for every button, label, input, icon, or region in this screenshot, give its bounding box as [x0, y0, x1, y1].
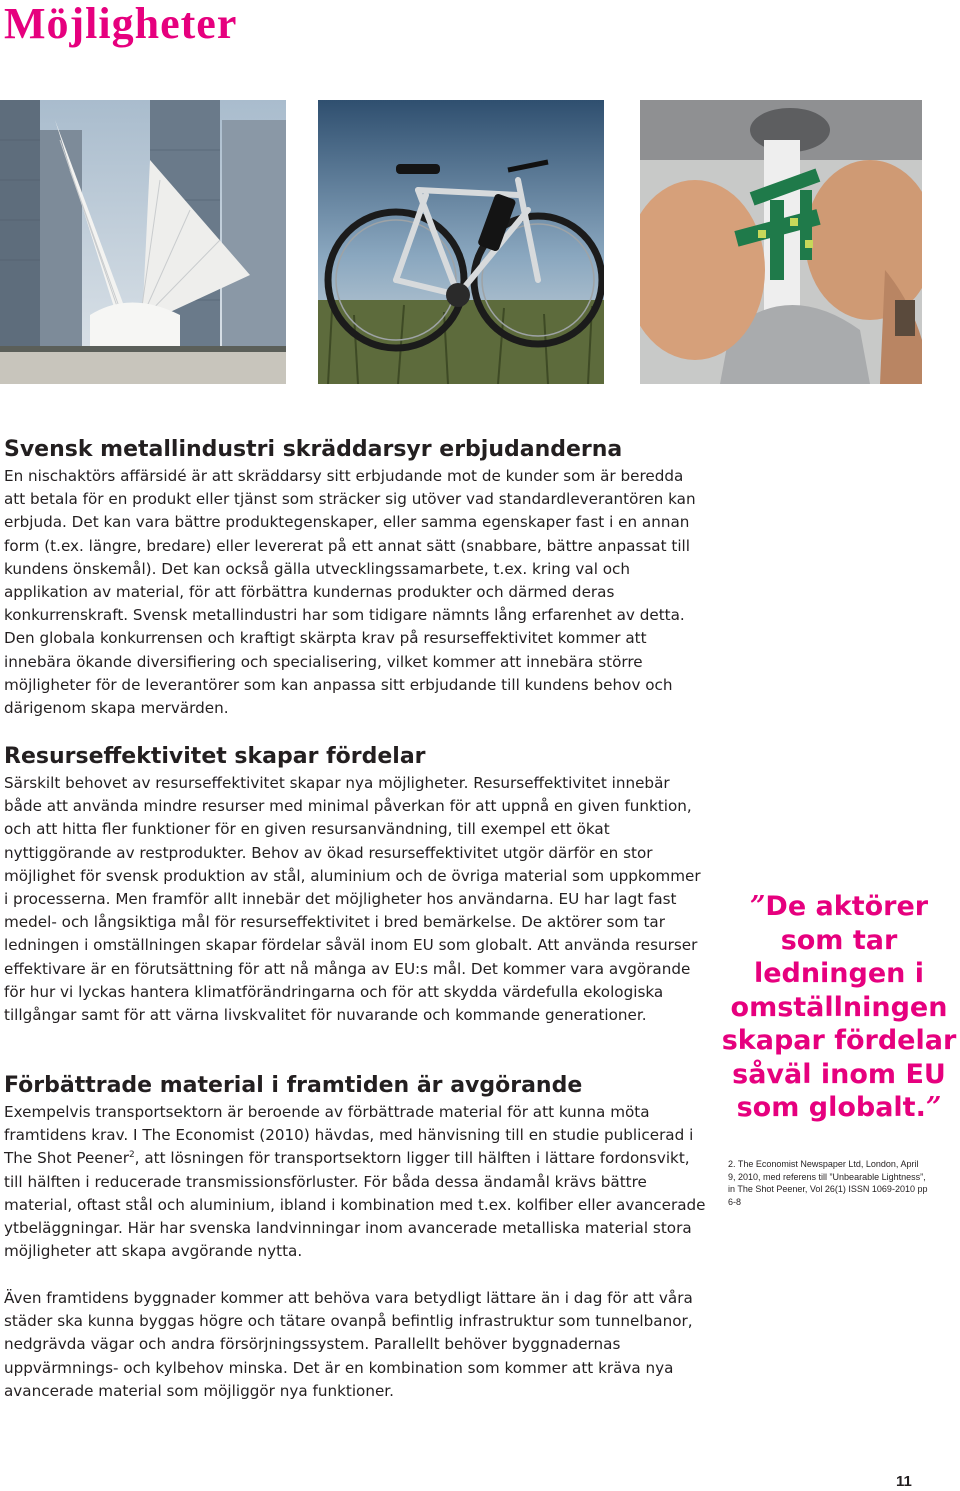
section-heading: Förbättrade material i framtiden är avgörande	[4, 1073, 583, 1098]
building-photo	[0, 100, 286, 384]
body-paragraph: Särskilt behovet av resurseffektivitet skapar nya möjligheter. Resurseffektivitet innebär både att använda mindre resurser med minimal påverkan för att uppnå en given funktion, och att hitta fler funktioner för en given resursanvändning, till exempel ett ökat nyttiggörande av restprodukter. Behov av ökad resurseffektivitet utgör därför en stor möjlighet för svensk produktion av stål, aluminium och de övriga material som uppkommer i processerna. Men framför allt innebär det möjligheter hos användarna. EU har lagt fast medel- och långsiktiga mål för resurseffektivitet i bred bemärkelse. De aktörer som tar ledningen i omställningen skapar fördelar såväl inom EU som globalt. Att använda resurser effektivare är en förutsättning för att nå många av EU:s mål. Det kommer vara avgörande för hur vi lyckas hantera klimatförändringarna och för att skydda värdefulla ekologiska tillgångar samt för att värna livskvalitet för nuvarande och kommande generationer.	[4, 774, 701, 1025]
body-paragraph: En nischaktörs affärsidé är att skräddarsy sitt erbjudande mot de kunder som är beredda att betala för en produkt eller tjänst som sträcker sig utöver vad standardleverantören kan erbjuda. Det kan vara bättre produktegenskaper, eller samma egenskaper fast i en annan form (t.ex. längre, bredare) eller levererat på ett annat sätt (snabbare, bättre anpassat till kundens önskemål). Det kan också gälla utvecklingssamarbete, t.ex. kring val och applikation av material, för att förbättra kundernas produkter och därmed deras konkurrenskraft. Svensk metallindustri har som tidigare nämnts lång erfarenhet av detta. Den globala konkurrensen och kraftigt skärpta krav på resurseffektivitet kommer att innebära ökande diversifiering och specialisering, vilket kommer att innebära större möjligheter för de leverantörer som kan anpassa sitt erbjudande till kundens behov och därigenom skapa mervärden.	[4, 467, 696, 718]
page-number: 11	[896, 1473, 912, 1490]
section-improved-materials	[4, 1071, 708, 1263]
footnote-reference: 2	[128, 1150, 135, 1161]
page-title: Möjligheter	[4, 0, 238, 48]
section-heading: Svensk metallindustri skräddarsyr erbjudanderna	[4, 437, 623, 462]
paragraph-text-continued: , att lösningen för transportsektorn ligger till hälften i lättare fordonsvikt, till hälften i reducerade transmissionsförluster. För båda dessa ändamål krävs bättre material, oftast stål och aluminium, ibland i kombination med t.ex. kolfiber eller avancerade ytbeläggningar. Här har svenska landvinningar inom avancerade metalliska material stora möjligheter att skapa avgörande nytta.	[4, 1149, 706, 1261]
footnote: 2. The Economist Newspaper Ltd, London, April 9, 2010, med referens till ”Unbearable Lightness”, in The Shot Peener, Vol 26(1) ISSN 1069-2010 pp 6-8	[728, 1159, 928, 1207]
body-paragraph	[4, 1101, 708, 1263]
open-quote-mark: ”	[749, 891, 766, 922]
hands-assembling-equipment-photo	[640, 100, 922, 384]
body-paragraph: Även framtidens byggnader kommer att behöva vara betydligt lättare än i dag för att våra städer ska kunna byggas högre och tätare ovanpå befintlig infrastruktur som tunnelbanor, nedgrävda vägar och andra försörjningssystem. Parallellt behöver byggnadernas uppvärmnings- och kylbehov minska. Det är en kombination som kommer att kräva nya avancerade material som möjliggör nya funktioner.	[4, 1289, 693, 1400]
paragraph-text: Exempelvis transportsektorn är beroende av förbättrade material för att kunna möta framtidens krav. I The Economist (2010) hävdas, med hänvisning till en studie publicerad i The Shot Peener	[4, 1103, 694, 1168]
section-buildings	[4, 1287, 708, 1403]
section-metal-industry	[4, 435, 708, 720]
pull-quote	[716, 890, 960, 1125]
pull-quote-text: De aktörer som tar ledningen i omställningen skapar fördelar såväl inom EU som globalt.	[721, 891, 957, 1123]
close-quote-mark: ”	[925, 1092, 942, 1123]
section-resource-efficiency	[4, 742, 708, 1027]
section-heading: Resurseffektivitet skapar fördelar	[4, 744, 426, 769]
electric-bicycle-photo	[318, 100, 604, 384]
